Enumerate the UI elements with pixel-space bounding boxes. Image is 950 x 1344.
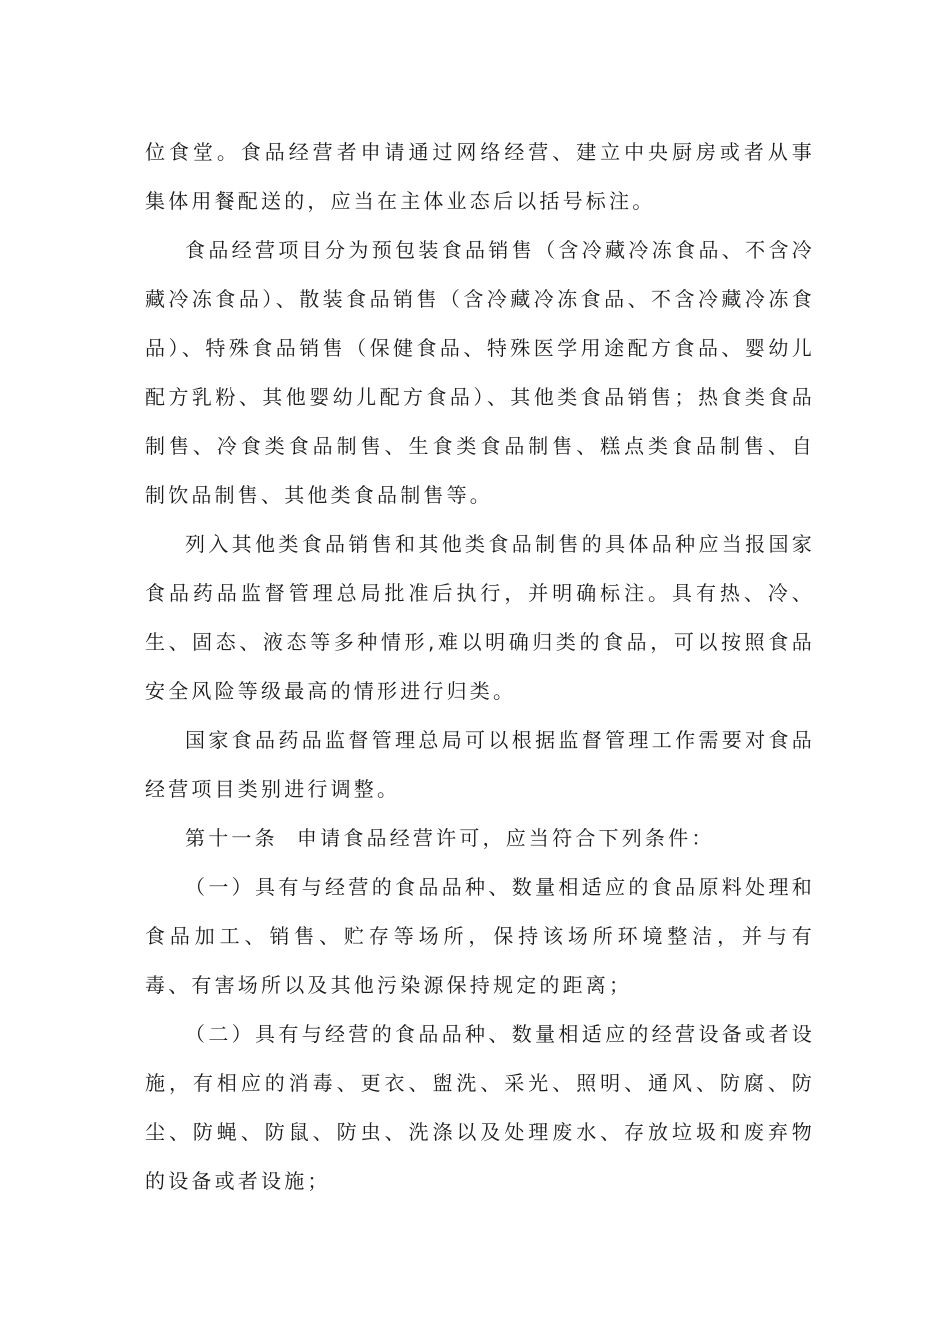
paragraph-business-items: 食品经营项目分为预包装食品销售（含冷藏冷冻食品、不含冷藏冷冻食品）、散装食品销售（含冷藏冷冻食品、不含冷藏冷冻食品）、特殊食品销售（保健食品、特殊医学用途配方食品、婴幼儿配方乳粉、其他婴幼儿配方食品）、其他类食品销售；热食类食品制售、冷食类食品制售、生食类食品制售、糕点类食品制售、自制饮品制售、其他类食品制售等。 bbox=[145, 238, 815, 507]
document-body bbox=[145, 128, 815, 1206]
paragraph-condition-1: （一）具有与经营的食品品种、数量相适应的食品原料处理和食品加工、销售、贮存等场所，保持该场所环境整洁，并与有毒、有害场所以及其他污染源保持规定的距离； bbox=[145, 875, 815, 997]
paragraph-adjustment: 国家食品药品监督管理总局可以根据监督管理工作需要对食品经营项目类别进行调整。 bbox=[145, 728, 815, 801]
paragraph-other-categories: 列入其他类食品销售和其他类食品制售的具体品种应当报国家食品药品监督管理总局批准后执行，并明确标注。具有热、冷、生、固态、液态等多种情形,难以明确归类的食品，可以按照食品安全风险等级最高的情形进行归类。 bbox=[145, 532, 815, 703]
paragraph-article-11: 第十一条 申请食品经营许可，应当符合下列条件： bbox=[185, 826, 715, 850]
paragraph-cafeteria-note: 位食堂。食品经营者申请通过网络经营、建立中央厨房或者从事集体用餐配送的，应当在主体业态后以括号标注。 bbox=[145, 140, 815, 213]
paragraph-condition-2: （二）具有与经营的食品品种、数量相适应的经营设备或者设施，有相应的消毒、更衣、盥洗、采光、照明、通风、防腐、防尘、防蝇、防鼠、防虫、洗涤以及处理废水、存放垃圾和废弃物的设备或者设施； bbox=[145, 1022, 815, 1193]
